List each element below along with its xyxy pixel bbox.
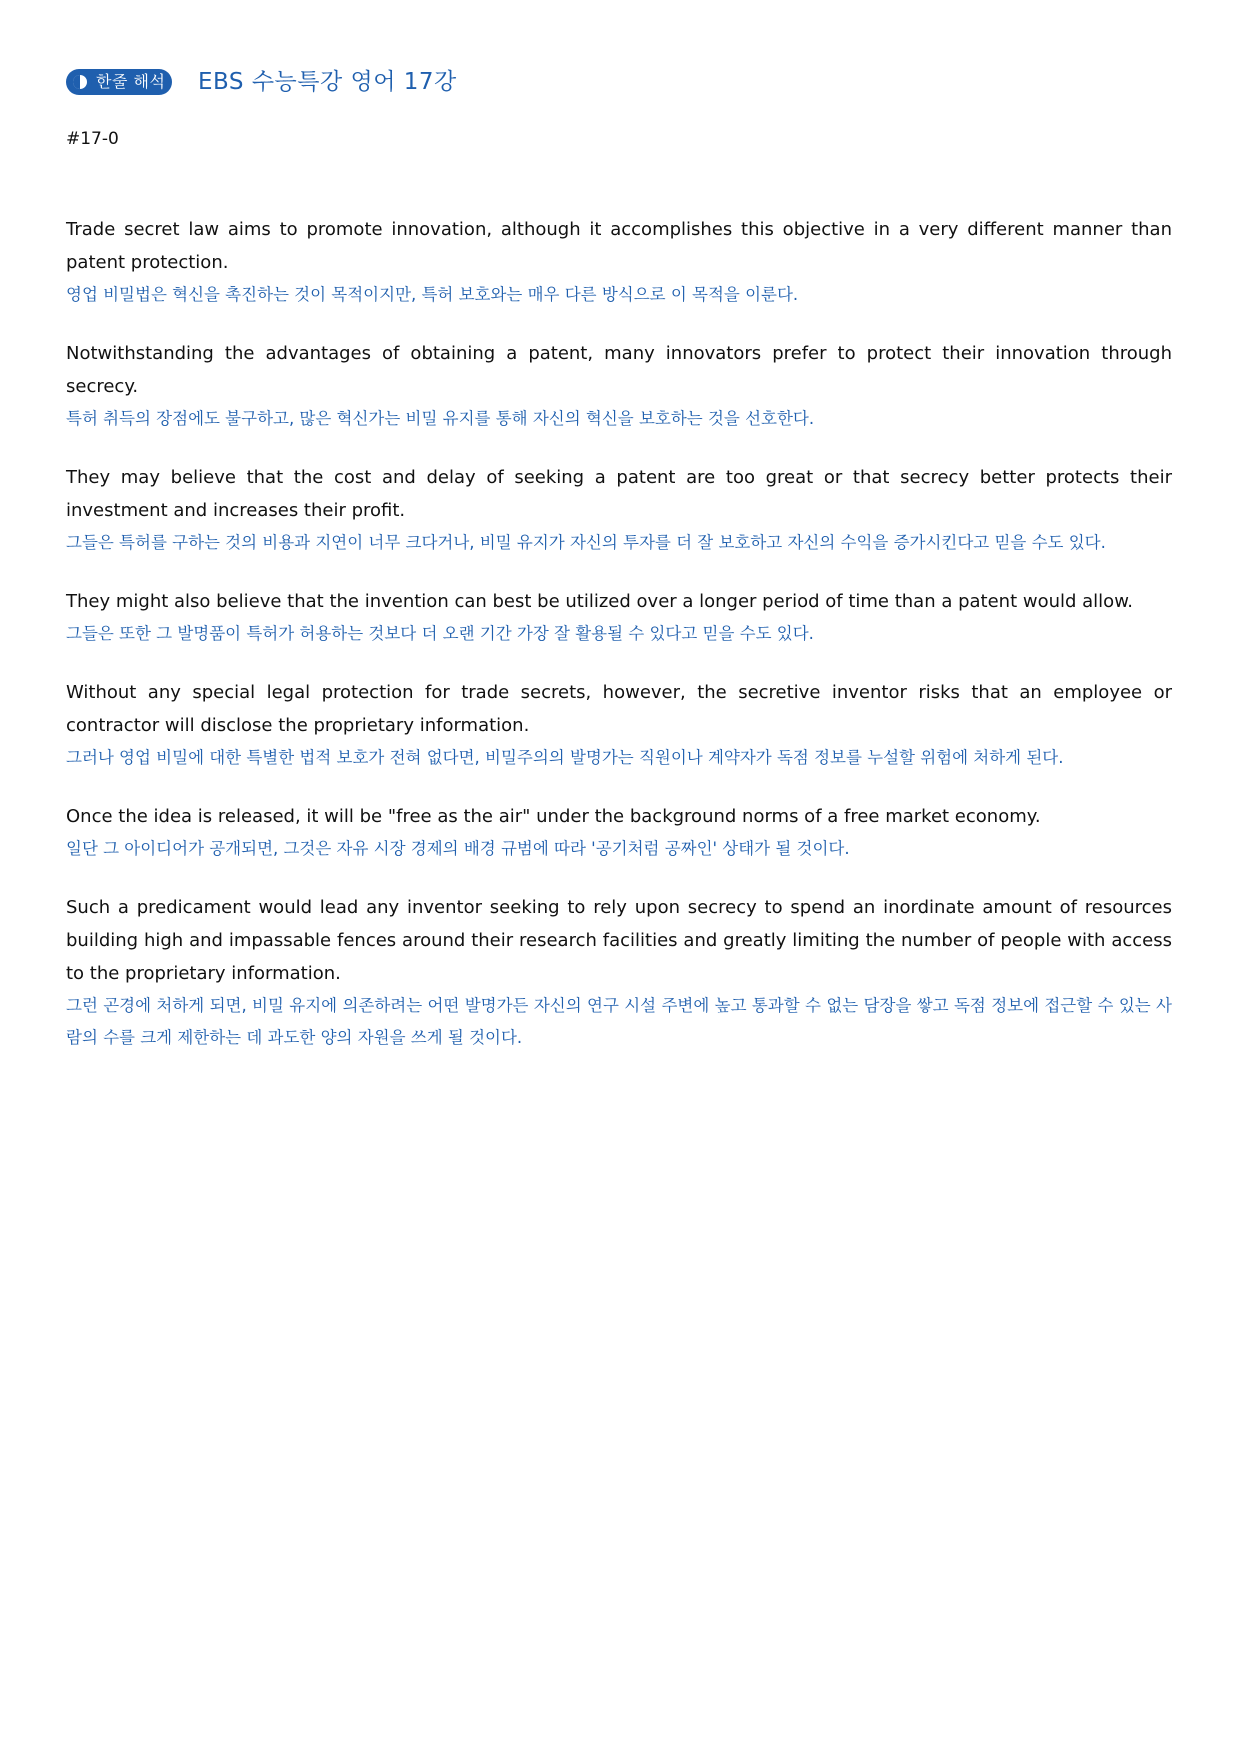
korean-translation: 일단 그 아이디어가 공개되면, 그것은 자유 시장 경제의 배경 규범에 따라 '공기처럼 공짜인' 상태가 될 것이다.	[66, 839, 850, 858]
sentence-pair	[66, 891, 1172, 1054]
sentence-pair	[66, 585, 1172, 650]
korean-translation: 그런 곤경에 처하게 되면, 비밀 유지에 의존하려는 어떤 발명가든 자신의 연구 시설 주변에 높고 통과할 수 없는 담장을 쌓고 독점 정보에 접근할 수 있는 사람의 수를 크게 제한하는 데 과도한 양의 자원을 쓰게 될 것이다.	[66, 996, 1172, 1047]
sentence-pair	[66, 213, 1172, 311]
english-sentence: Trade secret law aims to promote innovation, although it accomplishes this objective in a very different manner than patent protection.	[66, 219, 1172, 273]
english-sentence: Such a predicament would lead any inventor seeking to rely upon secrecy to spend an inordinate amount of resources building high and impassable fences around their research facilities and greatly limiting the number of people with access to the proprietary information.	[66, 897, 1172, 984]
korean-translation: 그들은 또한 그 발명품이 특허가 허용하는 것보다 더 오랜 기간 가장 잘 활용될 수 있다고 믿을 수도 있다.	[66, 624, 814, 643]
english-sentence: Notwithstanding the advantages of obtaining a patent, many innovators prefer to protect their innovation through secrecy.	[66, 343, 1172, 397]
page-header	[66, 64, 457, 100]
translation-content	[66, 213, 1172, 1080]
sentence-pair	[66, 676, 1172, 774]
sentence-pair	[66, 800, 1172, 865]
sentence-pair	[66, 337, 1172, 435]
badge-label: 한줄 해석	[96, 72, 166, 91]
half-circle-icon	[68, 70, 92, 94]
korean-translation: 특허 취득의 장점에도 불구하고, 많은 혁신가는 비밀 유지를 통해 자신의 혁신을 보호하는 것을 선호한다.	[66, 409, 815, 428]
sentence-pair	[66, 461, 1172, 559]
english-sentence: They may believe that the cost and delay of seeking a patent are too great or that secrecy better protects their investment and increases their profit.	[66, 467, 1172, 521]
english-sentence: They might also believe that the invention can best be utilized over a longer period of time than a patent would allow.	[66, 591, 1133, 612]
page-title: EBS 수능특강 영어 17강	[198, 69, 457, 95]
korean-translation: 그러나 영업 비밀에 대한 특별한 법적 보호가 전혀 없다면, 비밀주의의 발명가는 직원이나 계약자가 독점 정보를 누설할 위험에 처하게 된다.	[66, 748, 1064, 767]
korean-translation: 영업 비밀법은 혁신을 촉진하는 것이 목적이지만, 특허 보호와는 매우 다른 방식으로 이 목적을 이룬다.	[66, 285, 799, 304]
english-sentence: Once the idea is released, it will be "free as the air" under the background norms of a free market economy.	[66, 806, 1041, 827]
korean-translation: 그들은 특허를 구하는 것의 비용과 지연이 너무 크다거나, 비밀 유지가 자신의 투자를 더 잘 보호하고 자신의 수익을 증가시킨다고 믿을 수도 있다.	[66, 533, 1106, 552]
document-id: #17-0	[66, 129, 119, 149]
one-line-translation-badge	[66, 69, 172, 95]
english-sentence: Without any special legal protection for trade secrets, however, the secretive inventor risks that an employee or contractor will disclose the proprietary information.	[66, 682, 1172, 736]
